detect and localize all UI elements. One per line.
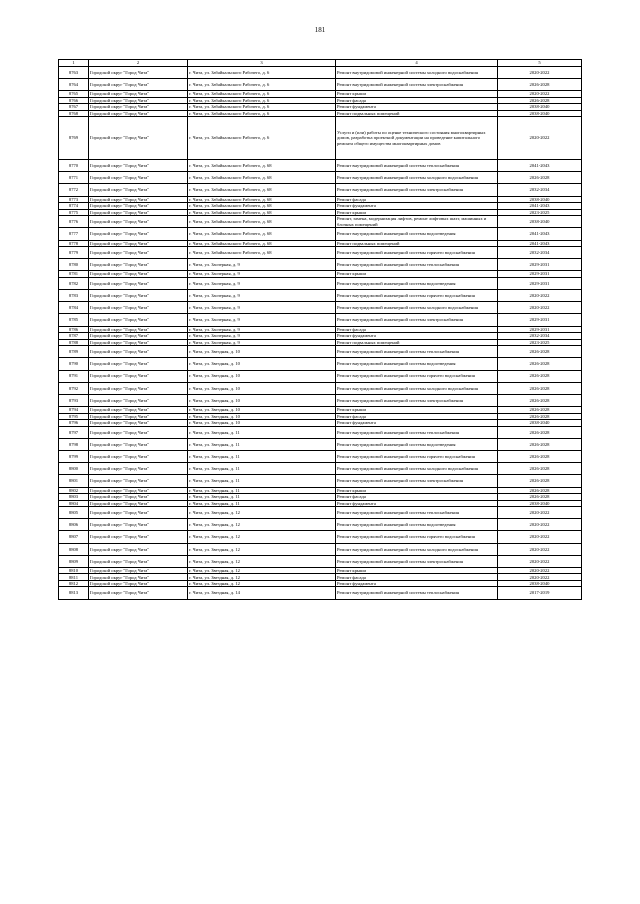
address-cell: г. Чита, ул. Звездная, д. 10: [188, 413, 336, 420]
municipality-cell: Городской округ "Город Чита": [89, 394, 188, 406]
municipality-cell: Городской округ "Город Чита": [89, 240, 188, 247]
row-number-cell: 8770: [59, 160, 89, 172]
work-type-cell: Ремонт фасада: [336, 494, 498, 501]
work-type-cell: Ремонт крыши: [336, 209, 498, 216]
row-number-cell: 8791: [59, 370, 89, 382]
period-cell: 2041-2043: [498, 203, 582, 210]
address-cell: г. Чита, ул. Заозерная, д. 9: [188, 326, 336, 333]
row-number-cell: 8765: [59, 91, 89, 98]
work-type-cell: Ремонт фундамента: [336, 104, 498, 111]
municipality-cell: Городской округ "Город Чита": [89, 104, 188, 111]
municipality-cell: Городской округ "Город Чита": [89, 580, 188, 587]
work-type-cell: Ремонт внутридомовой инженерной системы водоотведения: [336, 519, 498, 531]
row-number-cell: 8801: [59, 475, 89, 487]
table-row: [59, 78, 582, 90]
period-cell: 2026-2028: [498, 97, 582, 104]
table-row: [59, 228, 582, 240]
row-number-cell: 8784: [59, 302, 89, 314]
table-row: [59, 555, 582, 567]
row-number-cell: 8811: [59, 574, 89, 581]
municipality-cell: Городской округ "Город Чита": [89, 382, 188, 394]
table-row: [59, 519, 582, 531]
work-type-cell: Ремонт фундамента: [336, 420, 498, 427]
municipality-cell: Городской округ "Город Чита": [89, 358, 188, 370]
work-type-cell: Ремонт фундамента: [336, 203, 498, 210]
period-cell: 2023-2025: [498, 209, 582, 216]
period-cell: 2038-2040: [498, 196, 582, 203]
address-cell: г. Чита, ул. Забайкальского Рабочего, д. 68: [188, 240, 336, 247]
address-cell: г. Чита, ул. Забайкальского Рабочего, д. 68: [188, 228, 336, 240]
period-cell: 2026-2028: [498, 487, 582, 494]
period-cell: 2026-2028: [498, 438, 582, 450]
row-number-cell: 8768: [59, 110, 89, 117]
address-cell: г. Чита, ул. Забайкальского Рабочего, д. 6: [188, 66, 336, 78]
municipality-cell: Городской округ "Город Чита": [89, 438, 188, 450]
address-cell: г. Чита, ул. Звездная, д. 12: [188, 580, 336, 587]
address-cell: г. Чита, ул. Звездная, д. 12: [188, 555, 336, 567]
work-type-cell: Ремонт внутридомовой инженерной системы водоотведения: [336, 228, 498, 240]
work-type-cell: Ремонт внутридомовой инженерной системы электроснабжения: [336, 314, 498, 326]
row-number-cell: 8766: [59, 97, 89, 104]
address-cell: г. Чита, ул. Заозерная, д. 9: [188, 290, 336, 302]
work-type-cell: Ремонт внутридомовой инженерной системы горячего водоснабжения: [336, 247, 498, 259]
row-number-cell: 8796: [59, 420, 89, 427]
table-row: [59, 358, 582, 370]
work-type-cell: Ремонт подвальных помещений: [336, 240, 498, 247]
municipality-cell: Городской округ "Город Чита": [89, 543, 188, 555]
address-cell: г. Чита, ул. Звездная, д. 11: [188, 494, 336, 501]
municipality-cell: Городской округ "Город Чита": [89, 117, 188, 160]
period-cell: 2038-2040: [498, 580, 582, 587]
municipality-cell: Городской округ "Город Чита": [89, 66, 188, 78]
address-cell: г. Чита, ул. Звездная, д. 12: [188, 543, 336, 555]
period-cell: 2020-2022: [498, 555, 582, 567]
municipality-cell: Городской округ "Город Чита": [89, 110, 188, 117]
municipality-cell: Городской округ "Город Чита": [89, 91, 188, 98]
period-cell: 2029-2031: [498, 259, 582, 271]
period-cell: 2020-2022: [498, 543, 582, 555]
table-body: [59, 60, 582, 600]
address-cell: г. Чита, ул. Звездная, д. 11: [188, 450, 336, 462]
work-type-cell: Ремонт внутридомовой инженерной системы холодного водоснабжения: [336, 382, 498, 394]
address-cell: г. Чита, ул. Звездная, д. 10: [188, 394, 336, 406]
row-number-cell: 8777: [59, 228, 89, 240]
work-type-cell: Ремонт внутридомовой инженерной системы теплоснабжения: [336, 259, 498, 271]
work-type-cell: Ремонт внутридомовой инженерной системы горячего водоснабжения: [336, 450, 498, 462]
table-row: [59, 346, 582, 358]
address-cell: г. Чита, ул. Забайкальского Рабочего, д. 68: [188, 209, 336, 216]
address-cell: г. Чита, ул. Забайкальского Рабочего, д. 68: [188, 196, 336, 203]
period-cell: 2026-2028: [498, 172, 582, 184]
row-number-cell: 8783: [59, 290, 89, 302]
table-row: [59, 172, 582, 184]
period-cell: 2038-2040: [498, 216, 582, 228]
period-cell: 2029-2031: [498, 277, 582, 289]
municipality-cell: Городской округ "Город Чита": [89, 370, 188, 382]
period-cell: 2032-2034: [498, 184, 582, 196]
period-cell: 2026-2028: [498, 346, 582, 358]
work-type-cell: Ремонт фасада: [336, 574, 498, 581]
address-cell: г. Чита, ул. Забайкальского Рабочего, д. 68: [188, 203, 336, 210]
work-type-cell: Ремонт крыши: [336, 487, 498, 494]
municipality-cell: Городской округ "Город Чита": [89, 500, 188, 507]
work-type-cell: Ремонт крыши: [336, 91, 498, 98]
period-cell: 2020-2022: [498, 531, 582, 543]
table-row: [59, 394, 582, 406]
work-type-cell: Ремонт внутридомовой инженерной системы теплоснабжения: [336, 507, 498, 519]
address-cell: г. Чита, ул. Звездная, д. 12: [188, 507, 336, 519]
municipality-cell: Городской округ "Город Чита": [89, 426, 188, 438]
period-cell: 2026-2028: [498, 413, 582, 420]
municipality-cell: Городской округ "Город Чита": [89, 463, 188, 475]
municipality-cell: Городской округ "Город Чита": [89, 216, 188, 228]
municipality-cell: Городской округ "Город Чита": [89, 574, 188, 581]
row-number-cell: 8809: [59, 555, 89, 567]
table-row: [59, 302, 582, 314]
work-type-cell: Ремонт внутридомовой инженерной системы электроснабжения: [336, 475, 498, 487]
municipality-cell: Городской округ "Город Чита": [89, 247, 188, 259]
column-number: 3: [188, 60, 336, 67]
municipality-cell: Городской округ "Город Чита": [89, 567, 188, 574]
municipality-cell: Городской округ "Город Чита": [89, 184, 188, 196]
address-cell: г. Чита, ул. Забайкальского Рабочего, д. 68: [188, 247, 336, 259]
row-number-cell: 8763: [59, 66, 89, 78]
municipality-cell: Городской округ "Город Чита": [89, 487, 188, 494]
address-cell: г. Чита, ул. Забайкальского Рабочего, д. 6: [188, 110, 336, 117]
work-type-cell: Ремонт фасада: [336, 413, 498, 420]
address-cell: г. Чита, ул. Звездная, д. 11: [188, 426, 336, 438]
municipality-cell: Городской округ "Город Чита": [89, 259, 188, 271]
municipality-cell: Городской округ "Город Чита": [89, 507, 188, 519]
municipality-cell: Городской округ "Город Чита": [89, 160, 188, 172]
period-cell: 2029-2031: [498, 314, 582, 326]
period-cell: 2020-2022: [498, 567, 582, 574]
table-row: [59, 463, 582, 475]
address-cell: г. Чита, ул. Забайкальского Рабочего, д. 6: [188, 117, 336, 160]
period-cell: 2026-2028: [498, 450, 582, 462]
table-row: [59, 216, 582, 228]
row-number-cell: 8788: [59, 339, 89, 346]
period-cell: 2038-2040: [498, 500, 582, 507]
municipality-cell: Городской округ "Город Чита": [89, 494, 188, 501]
row-number-cell: 8810: [59, 567, 89, 574]
row-number-cell: 8793: [59, 394, 89, 406]
row-number-cell: 8804: [59, 500, 89, 507]
work-type-cell: Ремонт внутридомовой инженерной системы электроснабжения: [336, 555, 498, 567]
table-row: [59, 184, 582, 196]
table-row: [59, 475, 582, 487]
municipality-cell: Городской округ "Город Чита": [89, 228, 188, 240]
work-type-cell: Ремонт внутридомовой инженерной системы холодного водоснабжения: [336, 172, 498, 184]
address-cell: г. Чита, ул. Звездная, д. 10: [188, 346, 336, 358]
capital-repair-table: [58, 59, 582, 600]
row-number-cell: 8813: [59, 587, 89, 599]
row-number-cell: 8775: [59, 209, 89, 216]
work-type-cell: Ремонт внутридомовой инженерной системы водоотведения: [336, 438, 498, 450]
address-cell: г. Чита, ул. Заозерная, д. 9: [188, 333, 336, 340]
period-cell: 2038-2040: [498, 420, 582, 427]
municipality-cell: Городской округ "Город Чита": [89, 555, 188, 567]
municipality-cell: Городской округ "Город Чита": [89, 519, 188, 531]
address-cell: г. Чита, ул. Звездная, д. 11: [188, 500, 336, 507]
address-cell: г. Чита, ул. Заозерная, д. 9: [188, 339, 336, 346]
period-cell: 2038-2040: [498, 110, 582, 117]
municipality-cell: Городской округ "Город Чита": [89, 290, 188, 302]
work-type-cell: Ремонт фасада: [336, 97, 498, 104]
municipality-cell: Городской округ "Город Чита": [89, 407, 188, 414]
municipality-cell: Городской округ "Город Чита": [89, 346, 188, 358]
period-cell: 2038-2040: [498, 104, 582, 111]
address-cell: г. Чита, ул. Звездная, д. 11: [188, 475, 336, 487]
table-row: [59, 277, 582, 289]
period-cell: 2026-2028: [498, 382, 582, 394]
address-cell: г. Чита, ул. Звездная, д. 11: [188, 487, 336, 494]
row-number-cell: 8805: [59, 507, 89, 519]
period-cell: 2020-2022: [498, 519, 582, 531]
period-cell: 2041-2043: [498, 160, 582, 172]
work-type-cell: Услуги и (или) работы по оценке технического состояния многоквартирных домов, разработка проектной документации на проведение капитального ремонта общего имущества многоквартирных домов: [336, 117, 498, 160]
work-type-cell: Ремонт фундамента: [336, 580, 498, 587]
municipality-cell: Городской округ "Город Чита": [89, 209, 188, 216]
row-number-cell: 8807: [59, 531, 89, 543]
work-type-cell: Ремонт фундамента: [336, 333, 498, 340]
work-type-cell: Ремонт внутридомовой инженерной системы теплоснабжения: [336, 160, 498, 172]
municipality-cell: Городской округ "Город Чита": [89, 326, 188, 333]
work-type-cell: Ремонт внутридомовой инженерной системы электроснабжения: [336, 78, 498, 90]
period-cell: 2026-2028: [498, 463, 582, 475]
period-cell: 2041-2043: [498, 228, 582, 240]
period-cell: 2020-2022: [498, 507, 582, 519]
municipality-cell: Городской округ "Город Чита": [89, 97, 188, 104]
address-cell: г. Чита, ул. Звездная, д. 10: [188, 358, 336, 370]
work-type-cell: Ремонт подвальных помещений: [336, 339, 498, 346]
work-type-cell: Ремонт подвальных помещений: [336, 110, 498, 117]
work-type-cell: Ремонт крыши: [336, 567, 498, 574]
table-row: [59, 543, 582, 555]
row-number-cell: 8803: [59, 494, 89, 501]
address-cell: г. Чита, ул. Заозерная, д. 9: [188, 314, 336, 326]
municipality-cell: Городской округ "Город Чита": [89, 314, 188, 326]
period-cell: 2026-2028: [498, 394, 582, 406]
work-type-cell: Ремонт внутридомовой инженерной системы холодного водоснабжения: [336, 66, 498, 78]
row-number-cell: 8797: [59, 426, 89, 438]
municipality-cell: Городской округ "Город Чита": [89, 203, 188, 210]
address-cell: г. Чита, ул. Заозерная, д. 9: [188, 277, 336, 289]
period-cell: 2020-2022: [498, 117, 582, 160]
table-row: [59, 314, 582, 326]
address-cell: г. Чита, ул. Звездная, д. 11: [188, 438, 336, 450]
period-cell: 2020-2022: [498, 66, 582, 78]
work-type-cell: Ремонт внутридомовой инженерной системы электроснабжения: [336, 184, 498, 196]
row-number-cell: 8771: [59, 172, 89, 184]
table-row: [59, 531, 582, 543]
work-type-cell: Ремонт фасада: [336, 326, 498, 333]
period-cell: 2032-2034: [498, 333, 582, 340]
work-type-cell: Ремонт внутридомовой инженерной системы холодного водоснабжения: [336, 543, 498, 555]
table-row: [59, 160, 582, 172]
period-cell: 2026-2028: [498, 78, 582, 90]
address-cell: г. Чита, ул. Забайкальского Рабочего, д. 68: [188, 172, 336, 184]
municipality-cell: Городской округ "Город Чита": [89, 413, 188, 420]
municipality-cell: Городской округ "Город Чита": [89, 450, 188, 462]
municipality-cell: Городской округ "Город Чита": [89, 475, 188, 487]
period-cell: 2020-2022: [498, 302, 582, 314]
row-number-cell: 8781: [59, 271, 89, 278]
row-number-cell: 8786: [59, 326, 89, 333]
column-number: 2: [89, 60, 188, 67]
row-number-cell: 8800: [59, 463, 89, 475]
address-cell: г. Чита, ул. Звездная, д. 12: [188, 567, 336, 574]
municipality-cell: Городской округ "Город Чита": [89, 339, 188, 346]
municipality-cell: Городской округ "Город Чита": [89, 172, 188, 184]
period-cell: 2026-2028: [498, 494, 582, 501]
work-type-cell: Ремонт, замена, модернизация лифтов, ремонт лифтовых шахт, машинных и блочных помещений: [336, 216, 498, 228]
address-cell: г. Чита, ул. Забайкальского Рабочего, д. 6: [188, 97, 336, 104]
municipality-cell: Городской округ "Город Чита": [89, 420, 188, 427]
address-cell: г. Чита, ул. Звездная, д. 10: [188, 420, 336, 427]
period-cell: 2020-2022: [498, 290, 582, 302]
row-number-cell: 8769: [59, 117, 89, 160]
address-cell: г. Чита, ул. Звездная, д. 10: [188, 407, 336, 414]
table-row: [59, 247, 582, 259]
address-cell: г. Чита, ул. Звездная, д. 12: [188, 531, 336, 543]
table-row: [59, 66, 582, 78]
table-row: [59, 587, 582, 599]
table-row: [59, 382, 582, 394]
work-type-cell: Ремонт внутридомовой инженерной системы водоотведения: [336, 277, 498, 289]
work-type-cell: Ремонт внутридомовой инженерной системы горячего водоснабжения: [336, 531, 498, 543]
row-number-cell: 8778: [59, 240, 89, 247]
period-cell: 2020-2022: [498, 91, 582, 98]
work-type-cell: Ремонт внутридомовой инженерной системы холодного водоснабжения: [336, 302, 498, 314]
row-number-cell: 8795: [59, 413, 89, 420]
row-number-cell: 8798: [59, 438, 89, 450]
period-cell: 2026-2028: [498, 407, 582, 414]
table-row: [59, 259, 582, 271]
address-cell: г. Чита, ул. Забайкальского Рабочего, д. 6: [188, 91, 336, 98]
row-number-cell: 8774: [59, 203, 89, 210]
address-cell: г. Чита, ул. Заозерная, д. 9: [188, 259, 336, 271]
row-number-cell: 8790: [59, 358, 89, 370]
row-number-cell: 8802: [59, 487, 89, 494]
row-number-cell: 8787: [59, 333, 89, 340]
row-number-cell: 8789: [59, 346, 89, 358]
address-cell: г. Чита, ул. Забайкальского Рабочего, д. 6: [188, 78, 336, 90]
row-number-cell: 8785: [59, 314, 89, 326]
address-cell: г. Чита, ул. Забайкальского Рабочего, д. 68: [188, 184, 336, 196]
row-number-cell: 8773: [59, 196, 89, 203]
table-row: [59, 450, 582, 462]
municipality-cell: Городской округ "Город Чита": [89, 271, 188, 278]
column-number: 1: [59, 60, 89, 67]
address-cell: г. Чита, ул. Звездная, д. 11: [188, 463, 336, 475]
period-cell: 2023-2025: [498, 339, 582, 346]
address-cell: г. Чита, ул. Забайкальского Рабочего, д. 68: [188, 216, 336, 228]
work-type-cell: Ремонт фундамента: [336, 500, 498, 507]
municipality-cell: Городской округ "Город Чита": [89, 587, 188, 599]
period-cell: 2032-2034: [498, 247, 582, 259]
work-type-cell: Ремонт крыши: [336, 407, 498, 414]
address-cell: г. Чита, ул. Заозерная, д. 9: [188, 302, 336, 314]
work-type-cell: Ремонт фасада: [336, 196, 498, 203]
work-type-cell: Ремонт внутридомовой инженерной системы горячего водоснабжения: [336, 370, 498, 382]
period-cell: 2020-2022: [498, 574, 582, 581]
row-number-cell: 8792: [59, 382, 89, 394]
work-type-cell: Ремонт крыши: [336, 271, 498, 278]
period-cell: 2017-2019: [498, 587, 582, 599]
municipality-cell: Городской округ "Город Чита": [89, 277, 188, 289]
address-cell: г. Чита, ул. Звездная, д. 12: [188, 574, 336, 581]
row-number-cell: 8780: [59, 259, 89, 271]
row-number-cell: 8799: [59, 450, 89, 462]
address-cell: г. Чита, ул. Звездная, д. 10: [188, 370, 336, 382]
period-cell: 2026-2028: [498, 426, 582, 438]
table-row: [59, 507, 582, 519]
municipality-cell: Городской округ "Город Чита": [89, 333, 188, 340]
address-cell: г. Чита, ул. Заозерная, д. 9: [188, 271, 336, 278]
column-number: 5: [498, 60, 582, 67]
work-type-cell: Ремонт внутридомовой инженерной системы горячего водоснабжения: [336, 290, 498, 302]
address-cell: г. Чита, ул. Забайкальского Рабочего, д. 6: [188, 104, 336, 111]
table-row: [59, 117, 582, 160]
row-number-cell: 8812: [59, 580, 89, 587]
municipality-cell: Городской округ "Город Чита": [89, 78, 188, 90]
column-number-row: [59, 60, 582, 67]
row-number-cell: 8767: [59, 104, 89, 111]
table-row: [59, 370, 582, 382]
page-number: 181: [314, 26, 326, 34]
work-type-cell: Ремонт внутридомовой инженерной системы электроснабжения: [336, 394, 498, 406]
row-number-cell: 8776: [59, 216, 89, 228]
work-type-cell: Ремонт внутридомовой инженерной системы теплоснабжения: [336, 346, 498, 358]
period-cell: 2029-2031: [498, 326, 582, 333]
period-cell: 2041-2043: [498, 240, 582, 247]
column-number: 4: [336, 60, 498, 67]
table-row: [59, 438, 582, 450]
municipality-cell: Городской округ "Город Чита": [89, 531, 188, 543]
period-cell: 2026-2028: [498, 370, 582, 382]
row-number-cell: 8806: [59, 519, 89, 531]
table-row: [59, 290, 582, 302]
row-number-cell: 8794: [59, 407, 89, 414]
address-cell: г. Чита, ул. Звездная, д. 14: [188, 587, 336, 599]
table-row: [59, 426, 582, 438]
row-number-cell: 8808: [59, 543, 89, 555]
period-cell: 2026-2028: [498, 475, 582, 487]
municipality-cell: Городской округ "Город Чита": [89, 302, 188, 314]
work-type-cell: Ремонт внутридомовой инженерной системы холодного водоснабжения: [336, 463, 498, 475]
municipality-cell: Городской округ "Город Чита": [89, 196, 188, 203]
row-number-cell: 8764: [59, 78, 89, 90]
period-cell: 2026-2028: [498, 358, 582, 370]
period-cell: 2029-2031: [498, 271, 582, 278]
row-number-cell: 8772: [59, 184, 89, 196]
row-number-cell: 8782: [59, 277, 89, 289]
address-cell: г. Чита, ул. Звездная, д. 12: [188, 519, 336, 531]
address-cell: г. Чита, ул. Забайкальского Рабочего, д. 68: [188, 160, 336, 172]
work-type-cell: Ремонт внутридомовой инженерной системы водоотведения: [336, 358, 498, 370]
row-number-cell: 8779: [59, 247, 89, 259]
work-type-cell: Ремонт внутридомовой инженерной системы теплоснабжения: [336, 426, 498, 438]
address-cell: г. Чита, ул. Звездная, д. 10: [188, 382, 336, 394]
work-type-cell: Ремонт внутридомовой инженерной системы теплоснабжения: [336, 587, 498, 599]
